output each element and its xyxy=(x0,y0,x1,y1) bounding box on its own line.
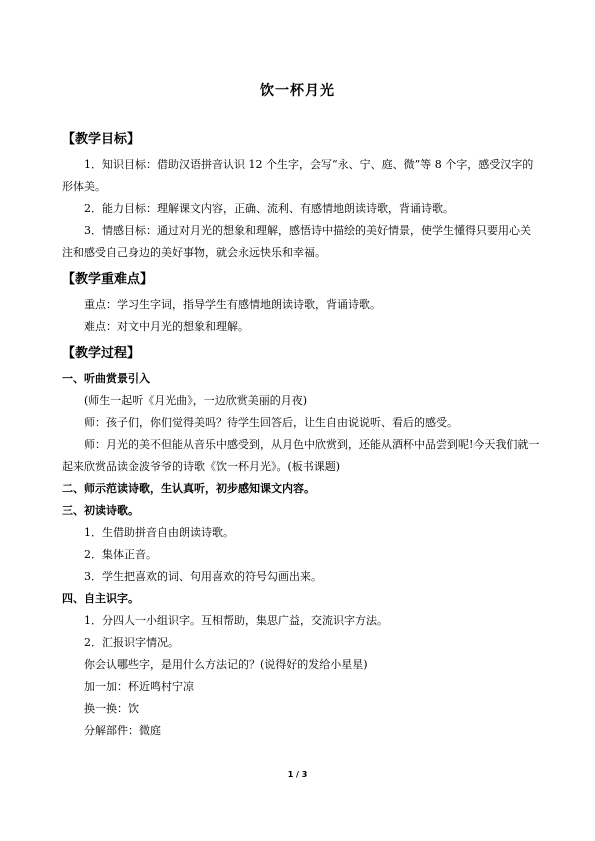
section-heading-goals: 【教学目标】 xyxy=(62,132,141,147)
step-line: 2．汇报识字情况。 xyxy=(84,636,179,649)
section-heading-process: 【教学过程】 xyxy=(62,346,141,361)
goal-item: 3．情感目标：通过对月光的想象和理解，感悟诗中描绘的美好情景，使学生懂得只要用心关注和感受自己身边的美好事物，就会永远快乐和幸福。 xyxy=(62,224,531,259)
step-title: 二、师示范读诗歌，生认真听，初步感知课文内容。 xyxy=(62,482,315,495)
step-title: 一、听曲赏景引入 xyxy=(62,372,150,385)
step-line: 1．分四人一小组识字。互相帮助，集思广益，交流识字方法。 xyxy=(84,614,388,627)
goal-item: 2．能力目标：理解课文内容，正确、流利、有感情地朗读诗歌，背诵诗歌。 xyxy=(84,202,454,215)
step-line: 1．生借助拼音自由朗读诗歌。 xyxy=(84,526,234,539)
page-title: 饮一杯月光 xyxy=(260,83,335,99)
step-line: 加一加：杯近鸣村宁凉 xyxy=(84,680,194,693)
step-line: 师：孩子们，你们觉得美吗？待学生回答后，让生自由说说听、看后的感受。 xyxy=(84,416,458,429)
step-line: 你会认哪些字，是用什么方法记的？(说得好的发给小星星) xyxy=(84,658,368,671)
keypoint-item: 重点：学习生字词，指导学生有感情地朗读诗歌，背诵诗歌。 xyxy=(84,298,381,311)
keypoint-item: 难点：对文中月光的想象和理解。 xyxy=(84,320,249,333)
step-line: 换一换：饮 xyxy=(84,702,139,715)
page-number: 1 / 3 xyxy=(287,770,308,779)
goal-item: 1．知识目标：借助汉语拼音认识 12 个生字，会写“永、宁、庭、微”等 8 个字，感受汉字的形体美。 xyxy=(62,158,534,193)
document-body xyxy=(62,124,540,742)
step-line: 2．集体正音。 xyxy=(84,548,157,561)
step-line: (师生一起听《月光曲》，一边欣赏美丽的月夜) xyxy=(84,394,308,407)
step-title: 三、初读诗歌。 xyxy=(62,504,139,517)
step-line: 师：月光的美不但能从音乐中感受到，从月色中欣赏到，还能从酒杯中品尝到呢!今天我们就一起来欣赏品读金波爷爷的诗歌《饮一杯月光》。(板书课题) xyxy=(62,438,540,473)
step-line: 分解部件：微庭 xyxy=(84,724,161,737)
section-heading-keypoints: 【教学重难点】 xyxy=(62,272,154,287)
step-line: 3．学生把喜欢的词、句用喜欢的符号勾画出来。 xyxy=(84,570,322,583)
step-title: 四、自主识字。 xyxy=(62,592,139,605)
